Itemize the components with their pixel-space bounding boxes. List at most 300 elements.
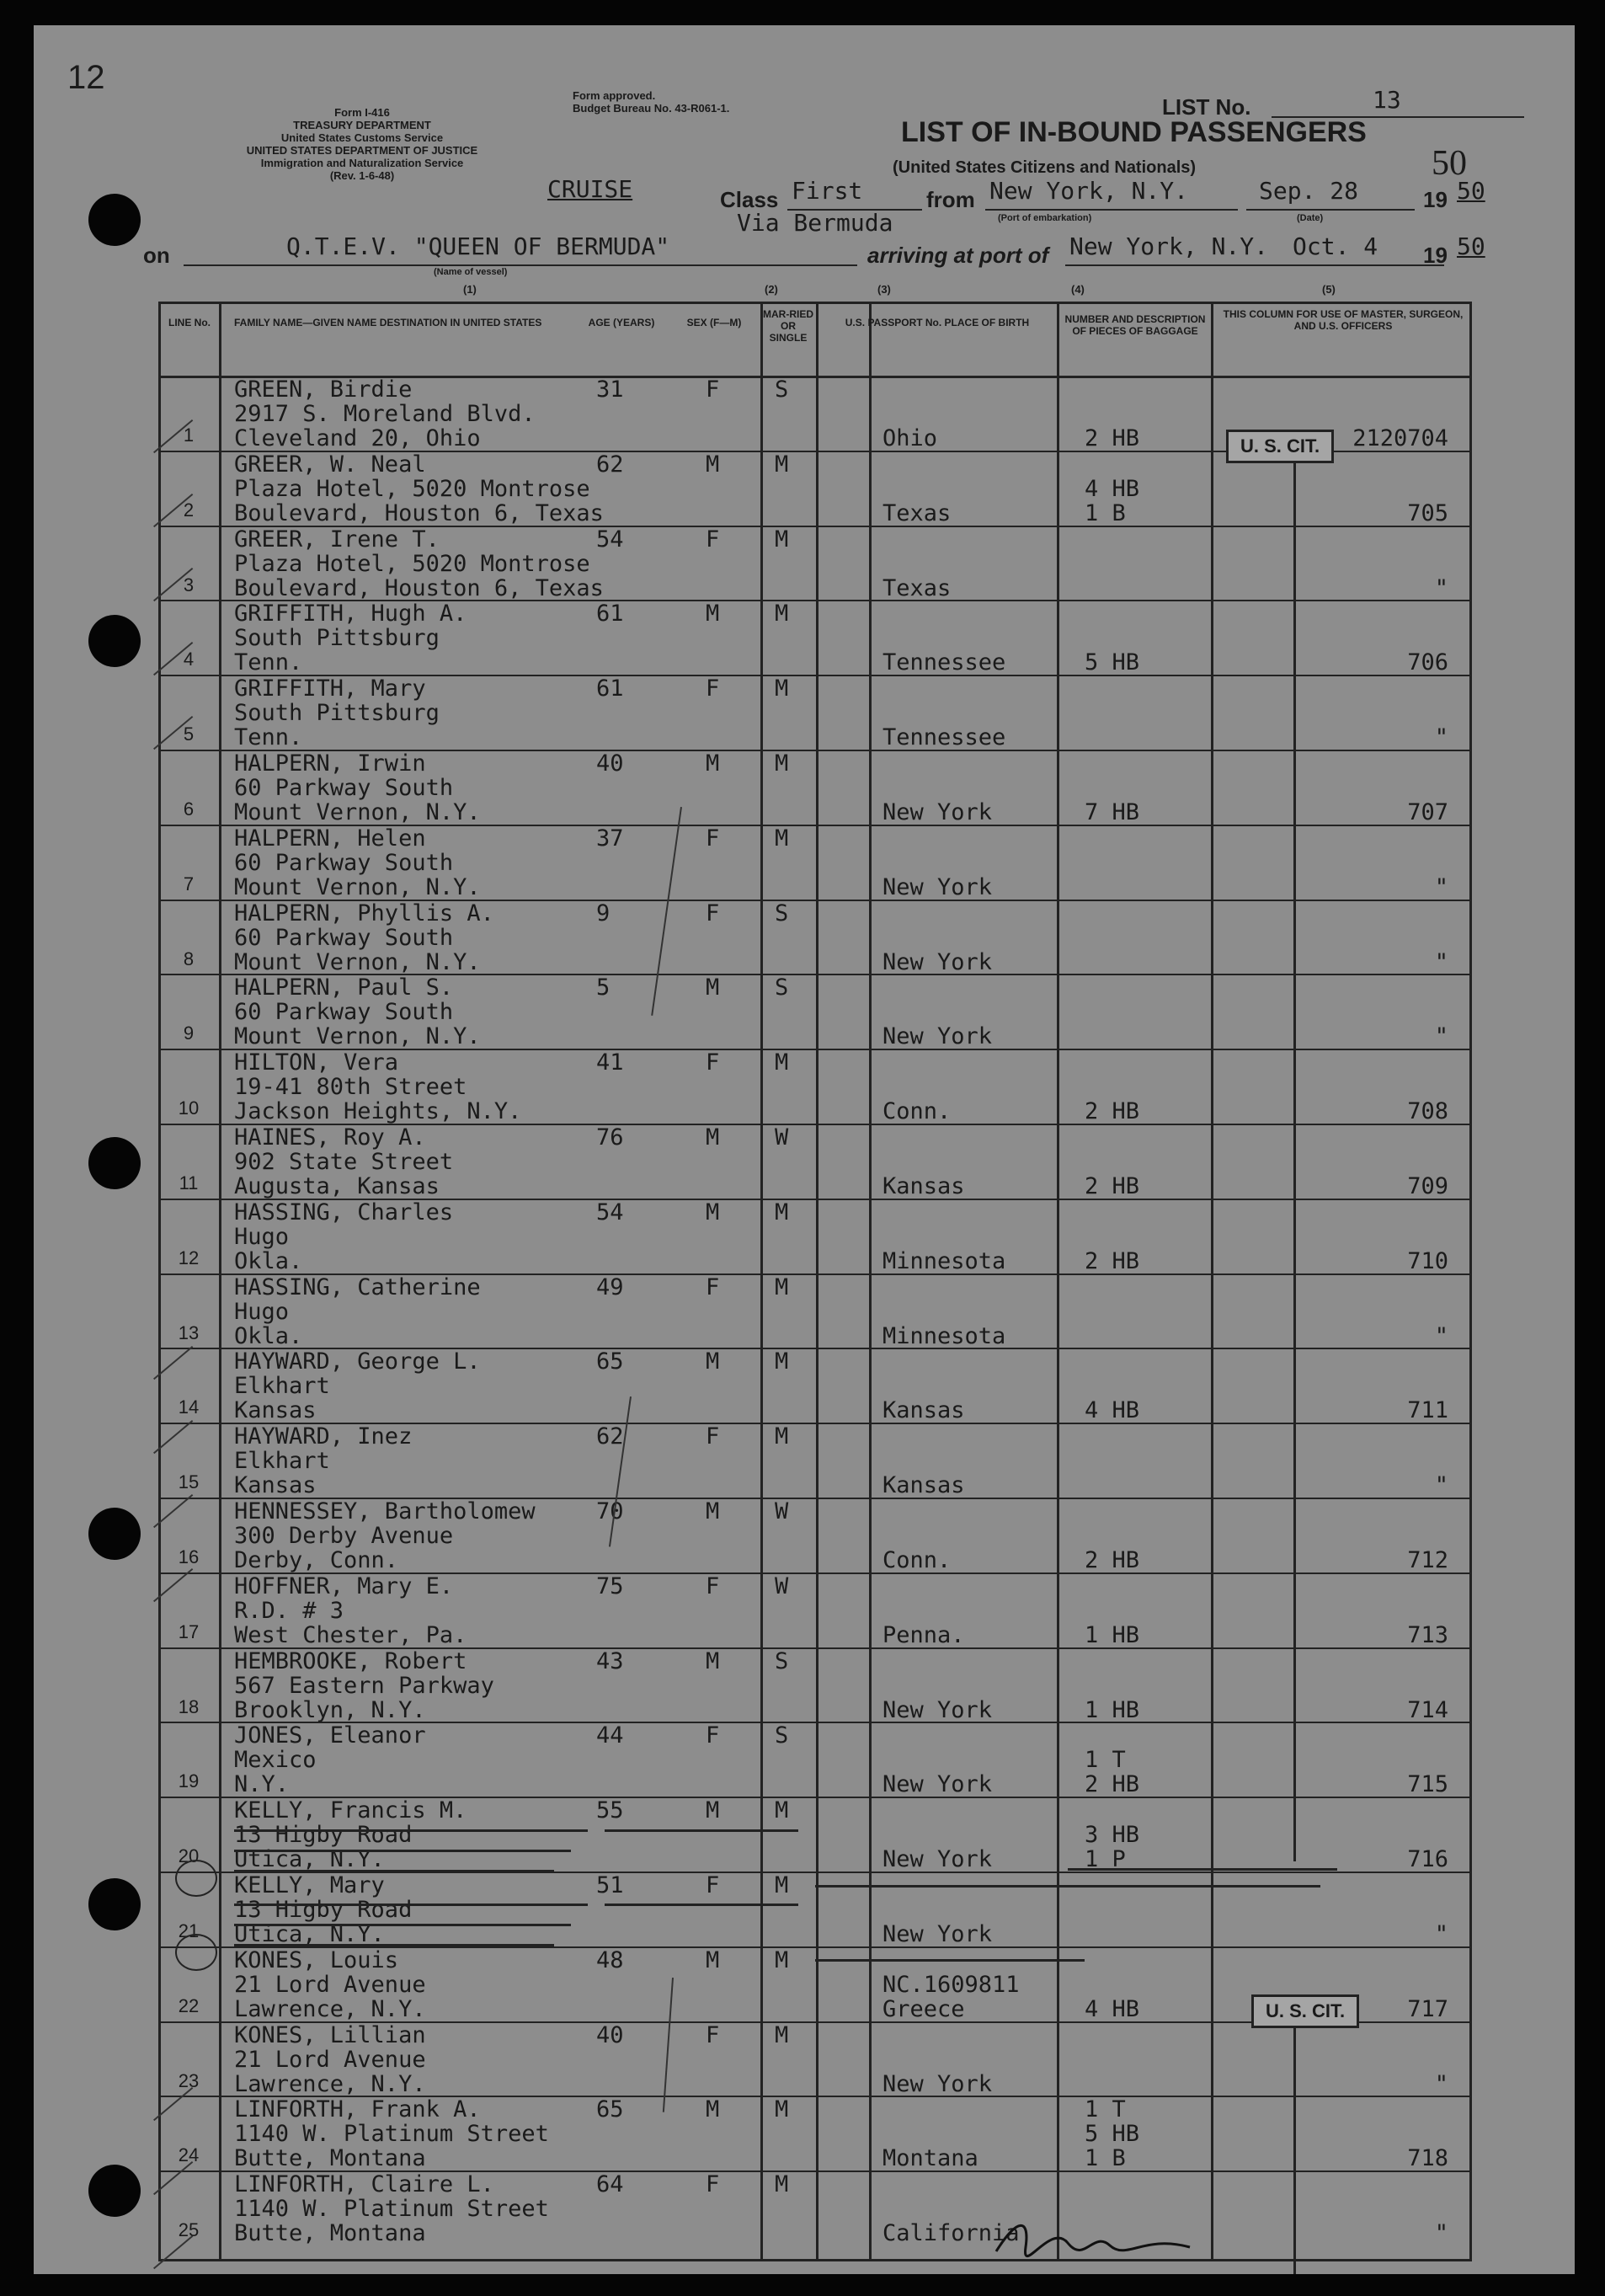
birthplace: Kansas (882, 1397, 965, 1424)
officer-entry: " (1434, 2220, 1448, 2247)
baggage-line: 2 HB (1085, 425, 1140, 451)
punch-hole (88, 615, 141, 667)
line-number: 12 (178, 1247, 200, 1268)
passenger-name: GRIFFITH, Mary (234, 675, 426, 702)
on-label: on (143, 243, 170, 268)
passenger-name: LINFORTH, Frank A. (234, 2096, 481, 2123)
punch-hole (88, 2165, 141, 2217)
header-sex: SEX (F—M) (686, 317, 742, 328)
baggage-line: 2 HB (1085, 1098, 1140, 1125)
officer-entry: " (1434, 1322, 1448, 1349)
sex-value: F (706, 900, 720, 926)
marital-status: M (775, 1946, 789, 1973)
passenger-name: GREER, W. Neal (234, 451, 426, 478)
punch-hole (88, 1137, 141, 1189)
marital-status: M (775, 1049, 789, 1076)
sex-value: F (706, 1872, 720, 1898)
baggage-line: 4 HB (1085, 475, 1140, 502)
address-line: 21 Lord Avenue (234, 1971, 426, 1998)
passenger-name: HENNESSEY, Bartholomew (234, 1498, 536, 1524)
birthplace: Tennessee (882, 724, 1006, 751)
address-line: Brooklyn, N.Y. (234, 1696, 426, 1723)
line-number: 11 (179, 1172, 199, 1193)
passenger-name: HALPERN, Helen (234, 825, 426, 852)
marital-status: S (775, 974, 789, 1001)
punch-hole (88, 1508, 141, 1560)
table-row (158, 526, 1472, 600)
line-number: 3 (183, 574, 195, 595)
passenger-name: JONES, Eleanor (234, 1722, 426, 1749)
table-row (158, 1872, 1472, 1946)
baggage-line: 2 HB (1085, 1771, 1140, 1798)
line-number: 20 (178, 1845, 200, 1867)
address-line: 13 Higby Road (234, 1822, 413, 1849)
address-line: 1140 W. Platinum Street (234, 2121, 549, 2148)
header-name-destination: FAMILY NAME—GIVEN NAME DESTINATION IN UNITED STATES (234, 317, 542, 328)
form-number: Form I-416 (334, 106, 390, 119)
passport-number: NC.1609811 (882, 1971, 1020, 1998)
address-line: South Pittsburg (234, 625, 440, 652)
address-line: Lawrence, N.Y. (234, 1995, 426, 2022)
marital-status: S (775, 376, 789, 403)
table-row (158, 600, 1472, 674)
line-number: 4 (183, 649, 195, 670)
address-line: Boulevard, Houston 6, Texas (234, 499, 604, 526)
birthplace: New York (882, 1771, 993, 1798)
officer-entry: 717 (1407, 1995, 1448, 2022)
arrival-date: Oct. 4 (1293, 232, 1378, 260)
passenger-name: KONES, Lillian (234, 2021, 426, 2048)
passenger-name: HAINES, Roy A. (234, 1124, 426, 1151)
line-number: 22 (178, 1994, 200, 2016)
address-line: R.D. # 3 (234, 1597, 344, 1624)
baggage-line: 1 B (1085, 499, 1126, 526)
baggage-line: 1 HB (1085, 1621, 1140, 1648)
address-line: Boulevard, Houston 6, Texas (234, 574, 604, 601)
age-value: 37 (596, 825, 624, 852)
table-row (158, 1498, 1472, 1572)
list-no-label: LIST No. (1162, 94, 1251, 120)
cruise-label: CRUISE (547, 175, 633, 203)
sex-value: M (706, 1797, 720, 1824)
passenger-name: HAYWARD, Inez (234, 1423, 413, 1450)
table-row (158, 1572, 1472, 1647)
column-number: (4) (1071, 283, 1085, 296)
sex-value: M (706, 1946, 720, 1973)
address-line: Cleveland 20, Ohio (234, 425, 481, 451)
via-route: Via Bermuda (737, 209, 893, 237)
birthplace: Texas (882, 499, 952, 526)
address-line: 1140 W. Platinum Street (234, 2196, 549, 2223)
class-value: First (792, 177, 863, 205)
marital-status: M (775, 1348, 789, 1375)
age-value: 54 (596, 1199, 624, 1225)
officer-entry: 2120704 (1352, 425, 1448, 451)
marital-status: M (775, 1423, 789, 1450)
line-number: 19 (178, 1770, 200, 1792)
address-line: West Chester, Pa. (234, 1621, 467, 1648)
table-row (158, 974, 1472, 1048)
table-row (158, 1124, 1472, 1198)
age-value: 43 (596, 1647, 624, 1674)
from-label: from (926, 187, 975, 212)
officer-entry: " (1434, 1921, 1448, 1947)
address-line: Butte, Montana (234, 2220, 426, 2247)
age-value: 9 (596, 900, 611, 926)
table-row (158, 1049, 1472, 1123)
baggage-line: 4 HB (1085, 1995, 1140, 2022)
line-number: 14 (178, 1396, 200, 1418)
service-name: United States Customs Service (280, 131, 444, 144)
marital-status: M (775, 825, 789, 852)
age-value: 64 (596, 2171, 624, 2198)
address-line: Derby, Conn. (234, 1547, 399, 1573)
table-row (158, 1273, 1472, 1348)
birthplace: New York (882, 799, 993, 825)
birthplace: New York (882, 1023, 993, 1050)
sex-value: M (706, 1498, 720, 1524)
marital-status: M (775, 2171, 789, 2198)
list-number: 13 (1373, 86, 1401, 114)
line-number: 25 (178, 2219, 200, 2241)
address-line: Mount Vernon, N.Y. (234, 873, 481, 900)
address-line: Hugo (234, 1298, 290, 1325)
header-officers: THIS COLUMN FOR USE OF MASTER, SURGEON, AND U.S. OFFICERS (1223, 308, 1464, 332)
signature-mark (992, 2213, 1194, 2264)
line-number: 1 (183, 424, 195, 446)
passenger-name: KELLY, Francis M. (234, 1797, 467, 1824)
marital-status: M (775, 601, 789, 627)
age-value: 61 (596, 601, 624, 627)
officer-entry: 713 (1407, 1621, 1448, 1648)
passenger-name: HALPERN, Paul S. (234, 974, 454, 1001)
baggage-line: 3 HB (1085, 1822, 1140, 1849)
bracket-line (1293, 2024, 1296, 2274)
sex-value: M (706, 1199, 720, 1225)
passenger-name: GRIFFITH, Hugh A. (234, 601, 467, 627)
corner-mark: 12 (67, 59, 105, 96)
officer-entry: 711 (1407, 1397, 1448, 1424)
age-value: 61 (596, 675, 624, 702)
line-number: 13 (178, 1322, 200, 1343)
age-value: 76 (596, 1124, 624, 1151)
table-row (158, 1199, 1472, 1273)
departure-year: 50 (1457, 177, 1485, 205)
year-prefix: 19 (1423, 243, 1448, 268)
sex-value: M (706, 601, 720, 627)
address-line: South Pittsburg (234, 700, 440, 727)
age-value: 48 (596, 1946, 624, 1973)
birthplace: Montana (882, 2145, 978, 2172)
sex-value: M (706, 2096, 720, 2123)
birthplace: Greece (882, 1995, 965, 2022)
birthplace: New York (882, 2070, 993, 2097)
baggage-line: 5 HB (1085, 649, 1140, 676)
birthplace: New York (882, 873, 993, 900)
age-value: 51 (596, 1872, 624, 1898)
birthplace: California (882, 2220, 1020, 2247)
birthplace: Conn. (882, 1098, 952, 1125)
officer-entry: " (1434, 948, 1448, 975)
birthplace: Minnesota (882, 1247, 1006, 1274)
header-baggage: NUMBER AND DESCRIPTION OF PIECES OF BAGGAGE (1064, 313, 1206, 337)
birthplace: New York (882, 1846, 993, 1873)
marital-status: M (775, 1273, 789, 1300)
line-number: 16 (178, 1546, 200, 1567)
sex-value: F (706, 1049, 720, 1076)
punch-hole (88, 1878, 141, 1930)
marital-status: M (775, 675, 789, 702)
revision-date: (Rev. 1-6-48) (329, 169, 395, 182)
manifest-page (34, 25, 1575, 2274)
punch-hole (88, 194, 141, 246)
line-number: 5 (183, 724, 195, 745)
vessel-caption: (Name of vessel) (434, 267, 508, 277)
officer-entry: " (1434, 724, 1448, 751)
officer-entry: 716 (1407, 1846, 1448, 1873)
sex-value: M (706, 750, 720, 777)
address-line: Kansas (234, 1472, 317, 1499)
port-embarkation-caption: (Port of embarkation) (998, 213, 1092, 223)
sex-value: F (706, 2021, 720, 2048)
marital-status: W (775, 1572, 789, 1599)
address-line: Mount Vernon, N.Y. (234, 799, 481, 825)
passenger-name: HEMBROOKE, Robert (234, 1647, 467, 1674)
officer-entry: 708 (1407, 1098, 1448, 1125)
form-id-block (160, 106, 564, 182)
passenger-name: HILTON, Vera (234, 1049, 399, 1076)
address-line: Hugo (234, 1223, 290, 1250)
marital-status: S (775, 1722, 789, 1749)
birthplace: Texas (882, 574, 952, 601)
table-row (158, 1423, 1472, 1497)
birthplace: Conn. (882, 1547, 952, 1573)
officer-entry: " (1434, 574, 1448, 601)
officer-entry: 705 (1407, 499, 1448, 526)
age-value: 75 (596, 1572, 624, 1599)
line-number: 2 (183, 499, 195, 521)
birthplace: New York (882, 1696, 993, 1723)
table-row (158, 675, 1472, 749)
approval-line: Form approved. (573, 89, 656, 102)
table-row (158, 2021, 1472, 2096)
date-caption: (Date) (1297, 213, 1324, 223)
table-row (158, 825, 1472, 899)
birthplace: Penna. (882, 1621, 965, 1648)
age-value: 5 (596, 974, 611, 1001)
officer-entry: " (1434, 1023, 1448, 1050)
birthplace: Minnesota (882, 1322, 1006, 1349)
sex-value: F (706, 526, 720, 553)
marital-status: M (775, 750, 789, 777)
header-passport-birthplace: U.S. PASSPORT No. PLACE OF BIRTH (845, 317, 1030, 328)
address-line: 300 Derby Avenue (234, 1523, 454, 1549)
baggage-line: 1 P (1085, 1846, 1126, 1873)
table-row (158, 1348, 1472, 1422)
year-prefix: 19 (1423, 187, 1448, 212)
birthplace: Kansas (882, 1173, 965, 1199)
address-line: N.Y. (234, 1771, 290, 1798)
passenger-name: HOFFNER, Mary E. (234, 1572, 454, 1599)
officer-entry: 709 (1407, 1173, 1448, 1199)
passenger-name: LINFORTH, Claire L. (234, 2171, 494, 2198)
baggage-line: 2 HB (1085, 1547, 1140, 1573)
line-number: 10 (178, 1097, 200, 1119)
address-line: Kansas (234, 1397, 317, 1424)
sex-value: M (706, 451, 720, 478)
marital-status: M (775, 526, 789, 553)
address-line: Lawrence, N.Y. (234, 2070, 426, 2097)
sex-value: F (706, 1273, 720, 1300)
address-line: Tenn. (234, 649, 303, 676)
address-line: Elkhart (234, 1373, 330, 1400)
address-line: 60 Parkway South (234, 924, 454, 951)
baggage-line: 5 HB (1085, 2121, 1140, 2148)
sex-value: M (706, 974, 720, 1001)
passenger-name: KELLY, Mary (234, 1872, 385, 1898)
baggage-line: 4 HB (1085, 1397, 1140, 1424)
page-title: LIST OF IN-BOUND PASSENGERS (901, 116, 1367, 148)
address-line: 60 Parkway South (234, 849, 454, 876)
marital-status: M (775, 451, 789, 478)
birthplace: New York (882, 1921, 993, 1947)
address-line: 60 Parkway South (234, 999, 454, 1026)
address-line: 21 Lord Avenue (234, 2046, 426, 2073)
address-line: Mount Vernon, N.Y. (234, 1023, 481, 1050)
baggage-line: 2 HB (1085, 1173, 1140, 1199)
address-line: 2917 S. Moreland Blvd. (234, 401, 536, 427)
passenger-name: KONES, Louis (234, 1946, 399, 1973)
arriving-label: arriving at port of (867, 243, 1049, 268)
header-line-no: LINE No. (168, 317, 211, 328)
sex-value: F (706, 1423, 720, 1450)
officer-entry: " (1434, 1472, 1448, 1499)
table-row (158, 750, 1472, 824)
marital-status: M (775, 1872, 789, 1898)
address-line: 60 Parkway South (234, 775, 454, 801)
passenger-name: GREER, Irene T. (234, 526, 440, 553)
arrival-port: New York, N.Y. (1069, 232, 1269, 260)
address-line: 902 State Street (234, 1149, 454, 1175)
line-number: 9 (183, 1023, 195, 1044)
header-married: MAR-RIED OR SINGLE (763, 308, 813, 344)
baggage-line: 7 HB (1085, 799, 1140, 825)
column-number: (1) (463, 283, 477, 296)
sex-value: M (706, 1124, 720, 1151)
address-line: Augusta, Kansas (234, 1173, 440, 1199)
citizen-stamp: U. S. CIT. (1251, 1994, 1359, 2028)
service-name: Immigration and Naturalization Service (260, 157, 464, 169)
age-value: 55 (596, 1797, 624, 1824)
address-line: Okla. (234, 1322, 303, 1349)
line-number: 8 (183, 948, 195, 969)
birthplace: Ohio (882, 425, 938, 451)
passenger-name: GREEN, Birdie (234, 376, 413, 403)
birthplace: Tennessee (882, 649, 1006, 676)
sex-value: F (706, 1572, 720, 1599)
age-value: 40 (596, 2021, 624, 2048)
officer-entry: " (1434, 2070, 1448, 2097)
table-row (158, 1797, 1472, 1871)
page-subtitle: (United States Citizens and Nationals) (893, 158, 1197, 177)
sex-value: F (706, 376, 720, 403)
age-value: 44 (596, 1722, 624, 1749)
departure-date: Sep. 28 (1259, 177, 1359, 205)
arrival-year: 50 (1457, 232, 1485, 260)
line-number: 21 (178, 1920, 200, 1941)
department-name: UNITED STATES DEPARTMENT OF JUSTICE (246, 144, 478, 157)
marital-status: S (775, 1647, 789, 1674)
department-name: TREASURY DEPARTMENT (293, 119, 431, 131)
marital-status: M (775, 2021, 789, 2048)
address-line: Jackson Heights, N.Y. (234, 1098, 522, 1125)
table-row (158, 2096, 1472, 2170)
line-number: 18 (178, 1695, 200, 1717)
officer-entry: 707 (1407, 799, 1448, 825)
address-line: Mount Vernon, N.Y. (234, 948, 481, 975)
departure-port: New York, N.Y. (989, 177, 1189, 205)
address-line: Mexico (234, 1747, 317, 1774)
baggage-line: 1 T (1085, 1747, 1126, 1774)
marital-status: W (775, 1124, 789, 1151)
passenger-name: HALPERN, Irwin (234, 750, 426, 777)
birthplace: Kansas (882, 1472, 965, 1499)
line-number: 23 (178, 2069, 200, 2091)
sex-value: F (706, 675, 720, 702)
line-number: 17 (178, 1621, 200, 1642)
table-row (158, 900, 1472, 974)
address-line: 13 Higby Road (234, 1897, 413, 1923)
column-number: (5) (1322, 283, 1336, 296)
column-number: (2) (765, 283, 778, 296)
citizen-stamp: U. S. CIT. (1226, 430, 1334, 463)
address-line: Utica, N.Y. (234, 1921, 385, 1947)
passenger-table (158, 302, 1472, 2261)
baggage-line: 1 HB (1085, 1696, 1140, 1723)
age-value: 70 (596, 1498, 624, 1524)
passenger-name: HASSING, Charles (234, 1199, 454, 1225)
officer-entry: 712 (1407, 1547, 1448, 1573)
birthplace: New York (882, 948, 993, 975)
column-number: (3) (877, 283, 891, 296)
approval-line: Budget Bureau No. 43-R061-1. (573, 102, 730, 115)
officer-entry: 714 (1407, 1696, 1448, 1723)
address-line: Tenn. (234, 724, 303, 751)
line-number: 7 (183, 873, 195, 894)
address-line: Okla. (234, 1247, 303, 1274)
line-number: 15 (178, 1471, 200, 1493)
address-line: Utica, N.Y. (234, 1846, 385, 1873)
marital-status: M (775, 2096, 789, 2123)
line-number: 24 (178, 2144, 200, 2166)
sex-value: M (706, 1348, 720, 1375)
baggage-line: 1 T (1085, 2096, 1126, 2123)
table-row (158, 2171, 1472, 2245)
officer-entry: " (1434, 873, 1448, 900)
passenger-name: HASSING, Catherine (234, 1273, 481, 1300)
age-value: 65 (596, 2096, 624, 2123)
sex-value: F (706, 2171, 720, 2198)
address-line: 19-41 80th Street (234, 1074, 467, 1101)
age-value: 31 (596, 376, 624, 403)
line-number: 6 (183, 798, 195, 820)
baggage-line: 1 B (1085, 2145, 1126, 2172)
table-row (158, 1647, 1472, 1722)
age-value: 41 (596, 1049, 624, 1076)
officer-entry: 718 (1407, 2145, 1448, 2172)
page-count: 50 (1432, 144, 1467, 183)
baggage-line: 2 HB (1085, 1247, 1140, 1274)
